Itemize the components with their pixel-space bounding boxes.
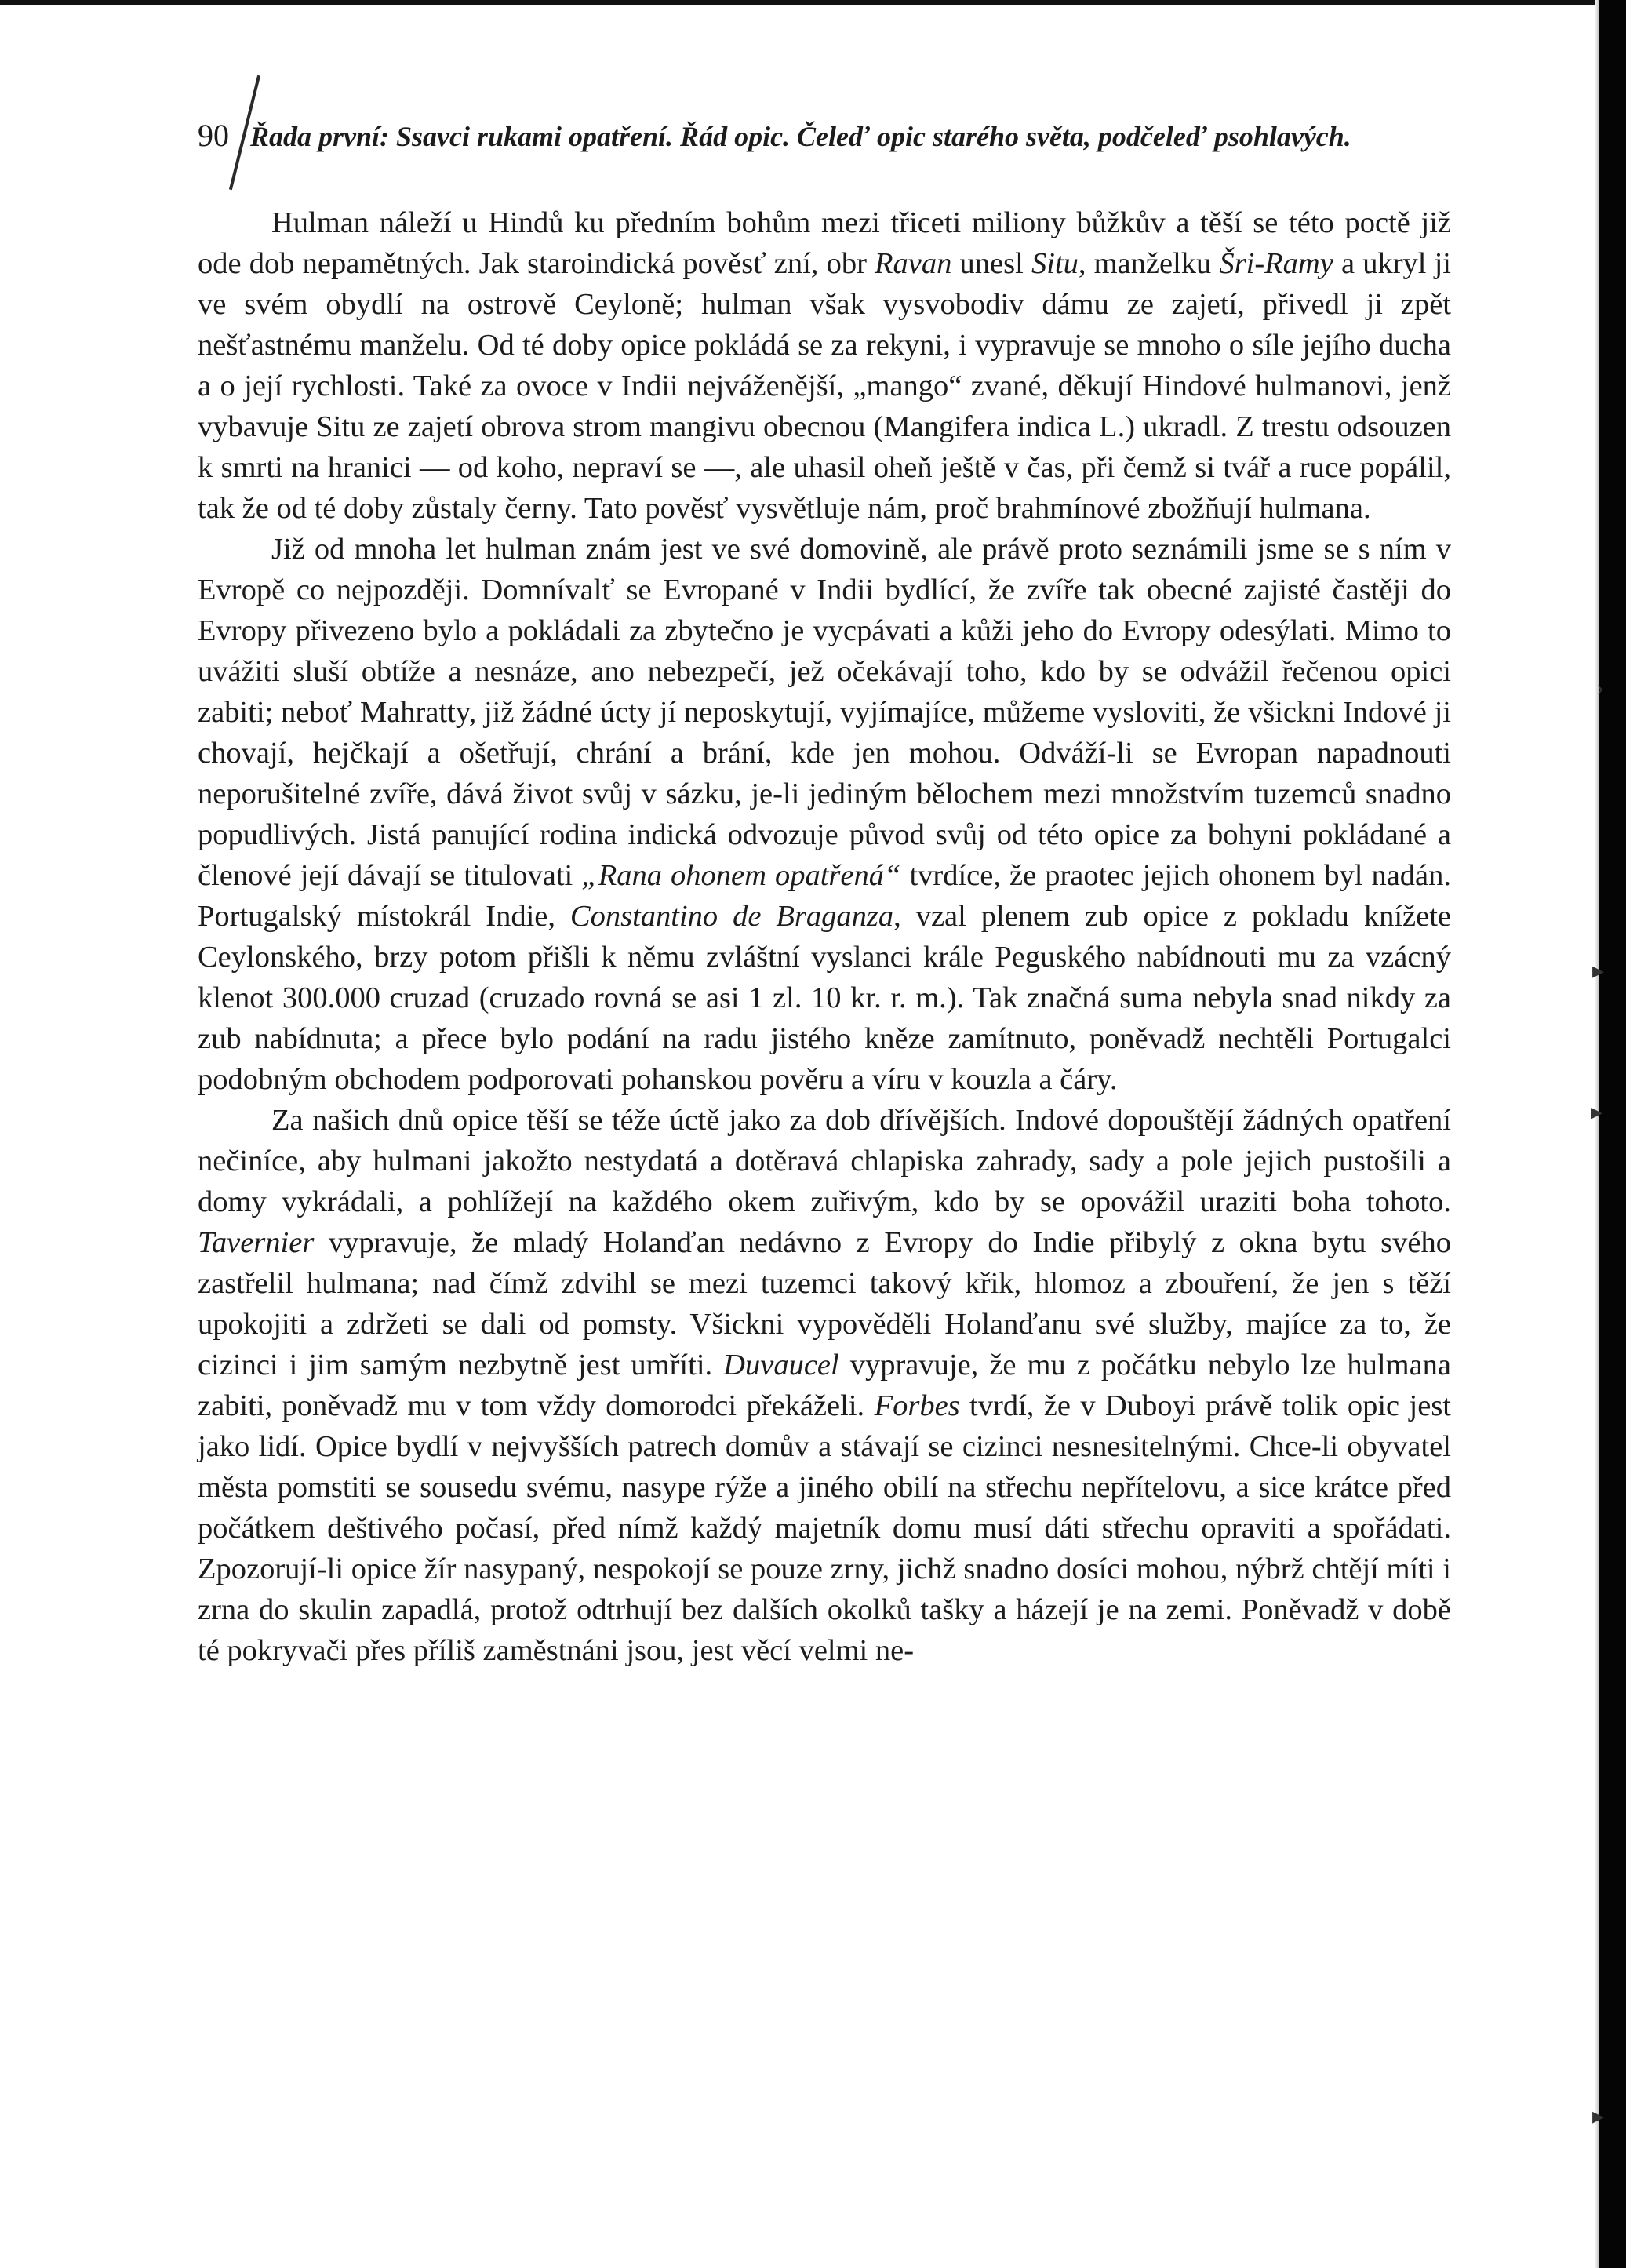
running-title: Řada první: Ssavci rukami opatření. Řád opic. Čeleď opic starého světa, podčeleď psohlavých.	[250, 121, 1351, 152]
italic-name: Šri-Ramy	[1219, 247, 1333, 280]
italic-name: Ravan	[875, 247, 952, 280]
italic-name: Forbes	[874, 1389, 960, 1422]
paragraph: Za našich dnů opice těší se téže úctě jako za dob dřívějších. Indové dopouštějí žádných opatření nečiníce, aby hulmani jakožto nestydatá a dotěravá chlapiska zahrady, sady a pole jejich pustošili a domy vykrádali, a pohlížejí na každého okem zuřivým, kdo by se opovážil uraziti boha tohoto. Tavernier vypravuje, že mladý Holanďan nedávno z Evropy do Indie přibylý z okna bytu svého zastřelil hulmana; nad čímž zdvihl se mezi tuzemci takový křik, hlomoz a zbouření, že jen s těží upokojiti a zdržeti se dali od pomsty. Všickni vypověděli Holanďanu své služby, majíce za to, že cizinci i jim samým nezbytně jest umříti. Duvaucel vypravuje, že mu z počátku nebylo lze hulmana zabiti, poněvadž mu v tom vždy domorodci překáželi. Forbes tvrdí, že v Duboyi právě tolik opic jest jako lidí. Opice bydlí v nejvyšších patrech domův a stávají se cizinci nesnesitelnými. Chce-li obyvatel města pomstiti se sousedu svému, nasype rýže a jiného obilí na střechu nepřítelovu, a sice krátce před počátkem deštivého počasí, před nímž každý majetník domu musí dáti střechu opraviti a spořádati. Zpozorují-li opice žír nasypaný, nespokojí se pouze zrny, jichž snadno dosíci mohou, nýbrž chtějí míti i zrna do skulin zapadlá, protož odtrhují bez dalších okolků tašky a házejí je na zemi. Poněvadž v době té pokryvači přes příliš zaměstnáni jsou, jest věcí velmi ne-	[198, 1104, 1451, 1667]
italic-name: Constantino de Braganza	[569, 900, 894, 933]
paragraph: Již od mnoha let hulman znám jest ve své domovině, ale právě proto seznámili jsme se s ním v Evropě co nejpozději. Domnívalť se Evropané v Indii bydlící, že zvíře tak obecné zajisté častěji do Evropy přivezeno bylo a pokládali za zbytečno je vycpávati a kůži jeho do Evropy odesýlati. Mimo to uvážiti sluší obtíže a nesnáze, ano nebezpečí, jež očekávají toho, kdo by se odvážil řečenou opici zabiti; neboť Mahratty, již žádné úcty jí neposkytují, vyjímajíce, můžeme vysloviti, že všickni Indové ji chovají, hejčkají a ošetřují, chrání a brání, kde jen mohou. Odváží-li se Evropan napadnouti neporušitelné zvíře, dává život svůj v sázku, je-li jediným bělochem mezi množstvím tuzemců snadno popudlivých. Jistá panující rodina indická odvozuje původ svůj od této opice za bohyni pokládané a členové její dávají se titulovati „Rana ohonem opatřená“ tvrdíce, že praotec jejich ohonem byl nadán. Portugalský místokrál Indie, Constantino de Braganza, vzal plenem zub opice z pokladu knížete Ceylonského, brzy potom přišli k němu zvláštní vyslanci krále Peguského nabídnouti mu za vzácný klenot 300.000 cruzad (cruzado rovná se asi 1 zl. 10 kr. r. m.). Tak značná suma nebyla snad nikdy za zub nabídnuta; a přece bylo podání na radu jistého kněze zamítnuto, poněvadž nechtěli Portugalci podobným obchodem podporovati pohanskou pověru a víru v kouzla a čáry.	[198, 533, 1452, 1096]
scan-mark: ▸	[1592, 958, 1605, 984]
body-text	[198, 202, 1451, 1671]
running-head	[198, 100, 1451, 171]
scan-mark: ▸	[1592, 2103, 1605, 2129]
italic-name: Tavernier	[198, 1226, 315, 1259]
italic-name: Situ	[1031, 247, 1079, 280]
scan-mark: ›	[1596, 675, 1604, 701]
paragraph: Hulman náleží u Hindů ku předním bohům mezi třiceti miliony bůžkův a těší se této poctě již ode dob nepamětných. Jak staroindická pověsť zní, obr Ravan unesl Situ, manželku Šri-Ramy a ukryl ji ve svém obydlí na ostrově Ceyloně; hulman však vysvobodiv dámu ze zajetí, přivedl ji zpět nešťastnému manželu. Od té doby opice pokládá se za rekyni, i vypravuje se mnoho o síle jejího ducha a o její rychlosti. Také za ovoce v Indii nejváženější, „mango“ zvané, děkují Hindové hulmanovi, jenž vybavuje Situ ze zajetí obrova strom mangivu obecnou (Mangifera indica L.) ukradl. Z trestu odsouzen k smrti na hranici — od koho, nepraví se —, ale uhasil oheň ještě v čas, při čemž si tvář a ruce popálil, tak že od té doby zůstaly černy. Tato pověsť vysvětluje nám, proč brahmínové zbožňují hulmana.	[198, 206, 1451, 525]
page-number: 90	[198, 118, 229, 153]
document-page	[198, 100, 1451, 1671]
scan-mark: ▸	[1591, 1099, 1603, 1125]
scan-top-edge	[0, 0, 1626, 5]
italic-name: „Rana ohonem opatřená“	[581, 859, 901, 892]
italic-name: Duvaucel	[723, 1349, 839, 1382]
scan-right-edge	[1599, 0, 1626, 2268]
